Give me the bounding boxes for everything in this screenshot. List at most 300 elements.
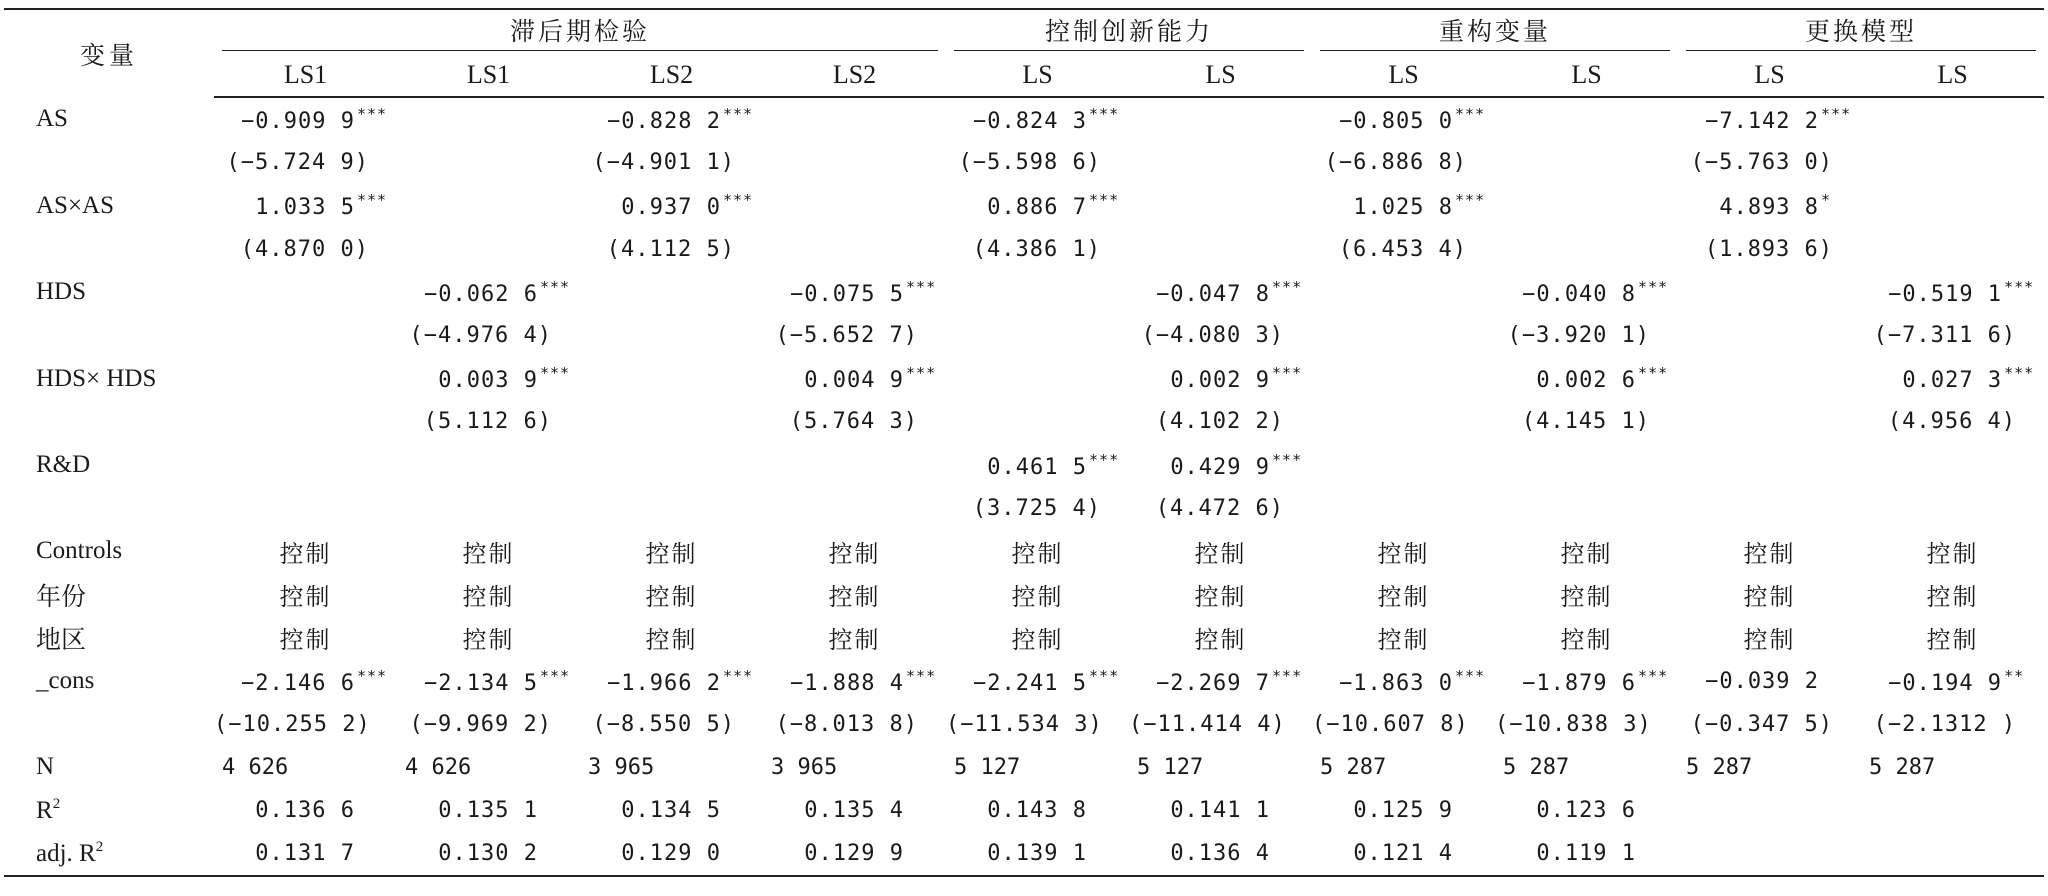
table-cell: [1312, 703, 1495, 746]
control-cell: 控制: [462, 539, 515, 568]
control-cell: 控制: [1011, 626, 1064, 655]
coefficient-value: (−8.013 8): [775, 711, 919, 737]
coefficient-value: (−4.976 4): [409, 323, 552, 349]
table-cell: [1861, 832, 2044, 876]
table-cell: [1495, 314, 1678, 357]
table-cell: [397, 314, 580, 357]
table-cell: [397, 357, 580, 400]
table-cell: 5 287: [1686, 754, 1753, 780]
table-cell: [763, 400, 946, 443]
table-cell: [946, 271, 1129, 314]
table-cell: 5 127: [954, 754, 1021, 780]
coefficient-value: (−5.724 9): [226, 150, 369, 176]
coefficient-value: 1.033 5: [255, 195, 355, 221]
coefficient-value: (−11.414 4): [1129, 711, 1286, 737]
table-cell: [1129, 184, 1312, 227]
coefficient-value: 0.004 9: [804, 368, 905, 394]
group-header-reconstruct-variable: 重构变量: [1312, 9, 1678, 53]
coefficient-value: (4.386 1): [972, 236, 1102, 262]
coefficient-value: (−4.080 3): [1141, 323, 1285, 349]
fit-value: 0.134 5: [621, 798, 721, 824]
table-cell: [946, 789, 1129, 832]
fit-value: 0.135 4: [804, 798, 905, 824]
coefficient-value: (4.102 2): [1155, 409, 1285, 435]
table-cell: [1861, 271, 2044, 314]
table-cell: [946, 228, 1129, 271]
significance-stars: *: [1821, 191, 1832, 210]
table-cell: [580, 703, 763, 746]
coefficient-value: 0.429 9: [1170, 454, 1271, 480]
coefficient-value: (−6.886 8): [1324, 150, 1468, 176]
table-row: [4, 832, 2044, 876]
coefficient-value: −0.519 1: [1888, 281, 2003, 307]
table-cell: [1678, 400, 1861, 443]
table-cell: [1312, 357, 1495, 400]
table-cell: [763, 703, 946, 746]
table-cell: [1861, 659, 2044, 702]
table-cell: [214, 832, 397, 876]
table-cell: [1678, 659, 1861, 702]
control-cell: 控制: [1926, 626, 1979, 655]
control-cell: 控制: [1926, 539, 1979, 568]
group-header-change-model: 更换模型: [1678, 9, 2044, 53]
table-cell: [1312, 228, 1495, 271]
table-cell: [397, 659, 580, 702]
significance-stars: ***: [723, 191, 754, 210]
table-cell: [397, 184, 580, 227]
control-cell: 控制: [1194, 626, 1247, 655]
table-cell: [1129, 271, 1312, 314]
control-cell: 控制: [1743, 626, 1796, 655]
coefficient-value: 1.025 8: [1353, 195, 1454, 221]
table-cell: [763, 487, 946, 530]
significance-stars: ***: [1272, 277, 1303, 296]
control-cell: 控制: [279, 583, 332, 612]
control-cell: 控制: [1194, 583, 1247, 612]
control-cell: 控制: [828, 583, 881, 612]
column-header: LS: [1861, 53, 2044, 97]
row-label: _cons: [36, 667, 95, 695]
table-cell: [580, 357, 763, 400]
table-cell: [580, 97, 763, 141]
table-cell: [1495, 271, 1678, 314]
significance-stars: ***: [2004, 364, 2035, 383]
table-cell: [214, 141, 397, 184]
table-row: [4, 141, 2044, 184]
coefficient-value: −1.888 4: [790, 670, 905, 696]
coefficient-value: (−11.534 3): [946, 711, 1103, 737]
table-cell: [1495, 487, 1678, 530]
control-cell: 控制: [462, 626, 515, 655]
control-cell: 控制: [1743, 539, 1796, 568]
superscript: 2: [95, 839, 104, 856]
control-cell: 控制: [1560, 583, 1613, 612]
coefficient-value: −7.142 2: [1705, 109, 1820, 135]
table-cell: [763, 357, 946, 400]
row-label: [4, 789, 214, 832]
coefficient-value: (4.956 4): [1887, 409, 2017, 435]
column-header: LS: [1312, 53, 1495, 97]
table-cell: [1495, 184, 1678, 227]
table-cell: [1861, 400, 2044, 443]
row-label-text: R: [36, 797, 53, 825]
table-cell: 4 626: [405, 754, 472, 780]
table-cell: [580, 184, 763, 227]
table-cell: 5 287: [1869, 754, 1936, 780]
control-cell: 控制: [1377, 583, 1430, 612]
fit-value: 0.136 6: [255, 798, 355, 824]
significance-stars: ***: [906, 277, 937, 296]
table-cell: [763, 184, 946, 227]
row-label: [4, 314, 214, 357]
table-cell: [580, 487, 763, 530]
table-cell: [1678, 444, 1861, 487]
table-cell: [1678, 271, 1861, 314]
table-row: [4, 703, 2044, 746]
table-cell: [1129, 659, 1312, 702]
significance-stars: ***: [1638, 277, 1669, 296]
table-cell: [214, 789, 397, 832]
table-cell: [397, 228, 580, 271]
control-cell: 控制: [1011, 583, 1064, 612]
table-cell: [1678, 141, 1861, 184]
coefficient-value: −0.828 2: [607, 109, 721, 135]
control-cell: 控制: [1377, 626, 1430, 655]
table-row: [4, 400, 2044, 443]
coefficient-value: −0.075 5: [790, 281, 905, 307]
table-cell: [1129, 789, 1312, 832]
table-cell: [397, 141, 580, 184]
table-cell: [946, 184, 1129, 227]
control-cell: 控制: [1194, 539, 1247, 568]
significance-stars: ***: [1089, 666, 1120, 685]
coefficient-value: 0.003 9: [438, 368, 538, 394]
row-label: 年份: [36, 583, 87, 611]
superscript: 2: [52, 796, 61, 813]
table-cell: [1678, 357, 1861, 400]
group-header-control-innovation: 控制创新能力: [946, 9, 1312, 53]
table-cell: [1312, 659, 1495, 702]
coefficient-value: −0.047 8: [1156, 281, 1271, 307]
table-row: [4, 184, 2044, 227]
table-cell: [580, 659, 763, 702]
control-cell: 控制: [1743, 583, 1796, 612]
table-cell: [214, 314, 397, 357]
table-cell: [1495, 141, 1678, 184]
significance-stars: ***: [1272, 364, 1303, 383]
control-cell: 控制: [1377, 539, 1430, 568]
significance-stars: ***: [1272, 666, 1303, 685]
table-cell: [1312, 444, 1495, 487]
table-cell: [580, 271, 763, 314]
significance-stars: ***: [357, 105, 388, 124]
table-cell: [1495, 659, 1678, 702]
table-row: [4, 659, 2044, 702]
table-body: [4, 97, 2044, 876]
table-cell: [214, 400, 397, 443]
column-header: LS: [1129, 53, 1312, 97]
table-cell: [1861, 228, 2044, 271]
control-cell: 控制: [279, 626, 332, 655]
table-cell: [214, 97, 397, 141]
coefficient-value: 0.461 5: [987, 454, 1088, 480]
significance-stars: ***: [1638, 364, 1669, 383]
coefficient-value: −0.805 0: [1339, 109, 1454, 135]
coefficient-value: (−5.652 7): [775, 323, 919, 349]
table-row: [4, 616, 2044, 659]
table-cell: [1495, 97, 1678, 141]
table-cell: [1129, 703, 1312, 746]
significance-stars: ***: [1272, 450, 1303, 469]
coefficient-value: (−5.598 6): [958, 150, 1102, 176]
table-cell: [397, 789, 580, 832]
control-cell: 控制: [1560, 626, 1613, 655]
table-cell: [580, 400, 763, 443]
table-cell: [1678, 97, 1861, 141]
table-cell: [1861, 184, 2044, 227]
table-cell: [763, 314, 946, 357]
table-cell: [1129, 97, 1312, 141]
coefficient-value: (−10.838 3): [1495, 711, 1652, 737]
significance-stars: ***: [1089, 105, 1120, 124]
coefficient-value: (−5.763 0): [1690, 150, 1834, 176]
table-cell: [580, 141, 763, 184]
table-cell: [946, 703, 1129, 746]
row-label: HDS: [36, 278, 87, 306]
table-cell: [397, 444, 580, 487]
fit-value: 0.135 1: [438, 798, 538, 824]
fit-value: 0.136 4: [1170, 841, 1271, 867]
coefficient-value: (−10.607 8): [1312, 711, 1469, 737]
table-cell: [946, 487, 1129, 530]
table-cell: [946, 314, 1129, 357]
coefficient-value: (5.764 3): [789, 409, 919, 435]
table-cell: [1129, 400, 1312, 443]
table-cell: [1312, 789, 1495, 832]
control-cell: 控制: [828, 539, 881, 568]
column-header: LS2: [580, 53, 763, 97]
variable-header: 变量: [79, 40, 138, 70]
control-cell: 控制: [1011, 539, 1064, 568]
row-label: [4, 400, 214, 443]
table-cell: [763, 444, 946, 487]
table-cell: [1678, 314, 1861, 357]
table-cell: [397, 271, 580, 314]
coefficient-value: 0.886 7: [987, 195, 1088, 221]
row-label: R&D: [36, 451, 91, 479]
table-cell: [1861, 487, 2044, 530]
significance-stars: ***: [1089, 450, 1120, 469]
table-cell: [763, 659, 946, 702]
coefficient-value: 0.002 9: [1170, 368, 1271, 394]
significance-stars: ***: [2004, 277, 2035, 296]
table-cell: [1129, 228, 1312, 271]
coefficient-value: −0.062 6: [424, 281, 538, 307]
row-label-text: adj. R: [36, 840, 96, 868]
table-cell: [1312, 141, 1495, 184]
table-row: [4, 444, 2044, 487]
coefficient-value: 0.027 3: [1902, 368, 2003, 394]
coefficient-value: (−7.311 6): [1873, 323, 2017, 349]
significance-stars: ***: [540, 277, 571, 296]
table-cell: [397, 703, 580, 746]
table-cell: [1495, 789, 1678, 832]
table-cell: 3 965: [588, 754, 655, 780]
table-cell: [214, 184, 397, 227]
coefficient-value: (6.453 4): [1338, 236, 1468, 262]
table-cell: [1861, 357, 2044, 400]
table-cell: 5 287: [1503, 754, 1570, 780]
table-cell: [1678, 228, 1861, 271]
table-cell: [1495, 357, 1678, 400]
coefficient-value: −2.134 5: [424, 670, 538, 696]
table-cell: [1312, 97, 1495, 141]
table-cell: [1861, 314, 2044, 357]
table-cell: [1129, 832, 1312, 876]
coefficient-value: 0.937 0: [621, 195, 721, 221]
column-header: LS1: [214, 53, 397, 97]
table-row: [4, 573, 2044, 616]
table-cell: [1861, 444, 2044, 487]
table-row: [4, 271, 2044, 314]
table-cell: [580, 789, 763, 832]
row-label: [4, 487, 214, 530]
table-cell: 5 127: [1137, 754, 1204, 780]
coefficient-value: (3.725 4): [972, 495, 1102, 521]
fit-value: 0.129 0: [621, 841, 721, 867]
control-cell: 控制: [1560, 539, 1613, 568]
table-cell: [946, 659, 1129, 702]
row-label: AS: [36, 105, 68, 133]
subheader-row: [4, 53, 2044, 97]
control-cell: 控制: [645, 583, 698, 612]
row-label: HDS× HDS: [36, 364, 157, 392]
table-cell: [1129, 314, 1312, 357]
table-cell: [1495, 703, 1678, 746]
table-row: [4, 314, 2044, 357]
table-cell: [946, 400, 1129, 443]
significance-stars: ***: [540, 666, 571, 685]
table-cell: [763, 271, 946, 314]
table-cell: [1495, 400, 1678, 443]
table-row: [4, 746, 2044, 789]
table-cell: [1129, 357, 1312, 400]
table-cell: [1312, 487, 1495, 530]
coefficient-value: 0.002 6: [1536, 368, 1637, 394]
significance-stars: ***: [357, 666, 388, 685]
significance-stars: ***: [1455, 105, 1486, 124]
coefficient-value: (4.145 1): [1521, 409, 1651, 435]
column-header: LS: [946, 53, 1129, 97]
table-row: [4, 228, 2044, 271]
fit-value: 0.143 8: [987, 798, 1088, 824]
table-cell: [1495, 444, 1678, 487]
significance-stars: ***: [1089, 191, 1120, 210]
table-cell: [214, 444, 397, 487]
table-cell: [1495, 228, 1678, 271]
column-header: LS: [1678, 53, 1861, 97]
row-label: [4, 703, 214, 746]
significance-stars: ***: [723, 105, 754, 124]
significance-stars: ***: [1455, 666, 1486, 685]
row-label: AS×AS: [36, 191, 115, 219]
significance-stars: ***: [1638, 666, 1669, 685]
table-cell: [946, 832, 1129, 876]
coefficient-value: (−3.920 1): [1507, 323, 1651, 349]
coefficient-value: (−0.347 5): [1690, 711, 1834, 737]
control-cell: 控制: [1926, 583, 1979, 612]
table-cell: [397, 400, 580, 443]
table-cell: [214, 228, 397, 271]
table-cell: 4 626: [222, 754, 289, 780]
table-cell: [1495, 832, 1678, 876]
coefficient-value: 4.893 8: [1719, 195, 1820, 221]
table-cell: [397, 487, 580, 530]
coefficient-value: (−9.969 2): [409, 711, 552, 737]
column-header: LS2: [763, 53, 946, 97]
coefficient-value: (5.112 6): [423, 409, 552, 435]
table-cell: [1861, 789, 2044, 832]
table-cell: [1129, 487, 1312, 530]
coefficient-value: −0.194 9: [1888, 670, 2003, 696]
control-cell: 控制: [462, 583, 515, 612]
coefficient-value: (−2.1312 ): [1873, 711, 2017, 737]
table-cell: 3 965: [771, 754, 838, 780]
table-cell: [1312, 832, 1495, 876]
row-label: [4, 228, 214, 271]
table-row: [4, 487, 2044, 530]
fit-value: 0.131 7: [255, 841, 355, 867]
significance-stars: ***: [723, 666, 754, 685]
row-label: 地区: [36, 626, 87, 654]
table-cell: [946, 444, 1129, 487]
coefficient-value: −0.039 2: [1705, 668, 1820, 694]
coefficient-value: −0.040 8: [1522, 281, 1637, 307]
coefficient-value: −1.879 6: [1522, 670, 1637, 696]
significance-stars: ***: [1455, 191, 1486, 210]
table-cell: [1129, 444, 1312, 487]
table-cell: [397, 97, 580, 141]
table-row: [4, 357, 2044, 400]
table-cell: [580, 444, 763, 487]
significance-stars: **: [2004, 666, 2025, 685]
robustness-regression-table: [4, 8, 2044, 877]
fit-value: 0.121 4: [1353, 841, 1454, 867]
table-cell: [1312, 271, 1495, 314]
coefficient-value: −0.824 3: [973, 109, 1088, 135]
significance-stars: ***: [906, 666, 937, 685]
table-cell: [946, 97, 1129, 141]
table-cell: [397, 832, 580, 876]
row-label: [4, 832, 214, 876]
coefficient-value: −2.146 6: [241, 670, 355, 696]
table-cell: [580, 228, 763, 271]
row-label: Controls: [36, 537, 123, 565]
table-row: [4, 97, 2044, 141]
table-cell: [946, 357, 1129, 400]
table-cell: [1678, 184, 1861, 227]
table-cell: [1678, 487, 1861, 530]
control-cell: 控制: [279, 539, 332, 568]
table-cell: [1129, 141, 1312, 184]
row-label: [4, 141, 214, 184]
coefficient-value: (4.870 0): [240, 236, 369, 262]
coefficient-value: −1.966 2: [607, 670, 721, 696]
coefficient-value: −2.241 5: [973, 670, 1088, 696]
table-cell: [214, 271, 397, 314]
table-cell: [214, 659, 397, 702]
table-cell: [1861, 703, 2044, 746]
